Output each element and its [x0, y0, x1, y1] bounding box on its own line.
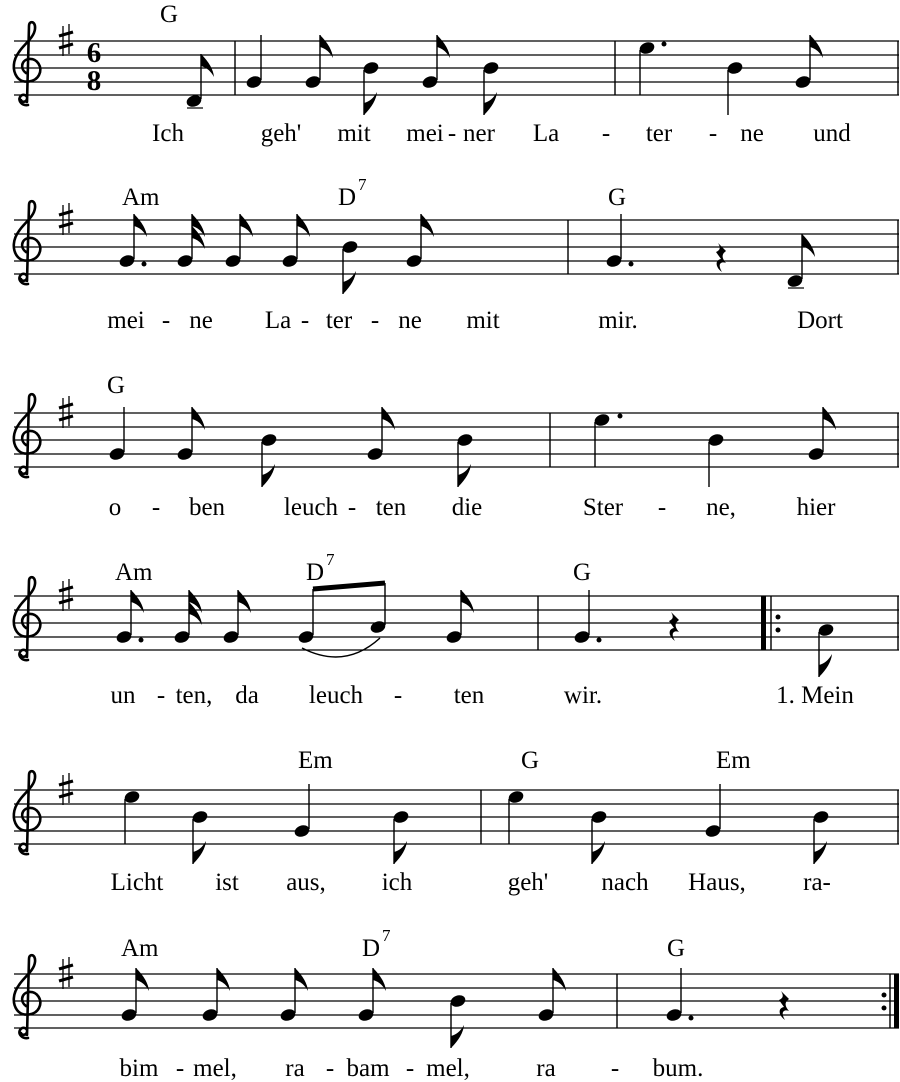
chord-symbol: Am [115, 559, 153, 586]
lyric-syllable: ne [189, 307, 213, 334]
treble-clef-icon [14, 955, 40, 1038]
lyric-syllable: mel, [193, 1055, 237, 1082]
lyrics [111, 869, 831, 896]
lyric-syllable: mel, [426, 1055, 470, 1082]
key-signature-sharp-icon [59, 773, 73, 805]
lyric-syllable: nach [601, 869, 649, 896]
lyric-syllable: leuch [308, 682, 364, 709]
lyric-syllable: ne [740, 120, 764, 147]
system-2 [14, 175, 899, 334]
lyric-syllable: wir. [563, 682, 603, 709]
lyric-hyphen: - [610, 1055, 620, 1082]
lyrics [107, 307, 843, 334]
notes [123, 784, 898, 864]
chord-extension: 7 [326, 550, 335, 569]
notes [185, 35, 898, 115]
lyric-syllable: hier [796, 494, 836, 521]
lyric-syllable: und [813, 120, 851, 147]
notes [120, 968, 899, 1048]
lyric-syllable: Licht [110, 869, 164, 896]
chord-symbol: G [608, 184, 627, 211]
notes [108, 407, 898, 487]
time-signature-bottom: 8 [86, 65, 102, 97]
chord-symbol: D [362, 935, 381, 962]
lyric-hyphen: - [657, 494, 667, 521]
lyric-syllable: ne, [706, 494, 736, 521]
chord-symbol: D [338, 184, 357, 211]
lyric-syllable: 1. Mein [776, 682, 854, 709]
lyric-syllable: ner [463, 120, 495, 147]
lyric-syllable: mir. [598, 307, 638, 334]
chord-symbol: G [107, 372, 126, 399]
lyric-hyphen: - [161, 307, 171, 334]
lyric-syllable: ten [453, 682, 485, 709]
treble-clef-icon [14, 771, 40, 854]
notes [115, 583, 898, 677]
lyric-hyphen: - [175, 1055, 185, 1082]
key-signature-sharp-icon [59, 24, 73, 56]
lyric-hyphen: - [601, 120, 611, 147]
lyric-syllable: ter [645, 120, 673, 147]
lyric-syllable: La [264, 307, 292, 334]
lyric-hyphen: - [300, 307, 310, 334]
lyric-syllable: geh' [507, 869, 549, 896]
notes [118, 214, 898, 294]
lyric-syllable: ra [536, 1055, 556, 1082]
lyric-syllable: bim [119, 1055, 159, 1082]
system-3 [14, 372, 899, 521]
lyric-hyphen: - [156, 682, 166, 709]
system-4 [14, 550, 899, 709]
chord-symbol: Em [716, 747, 751, 774]
chord-symbol: Em [298, 747, 333, 774]
lyric-syllable: mei [406, 120, 444, 147]
lyric-hyphen: - [347, 494, 357, 521]
chord-symbol: G [160, 1, 179, 28]
lyric-syllable: mit [337, 120, 371, 147]
lyrics [111, 682, 855, 709]
lyrics [120, 1055, 704, 1082]
lyric-syllable: bam [346, 1055, 390, 1082]
lyric-syllable: ist [215, 869, 239, 896]
treble-clef-icon [14, 577, 40, 660]
lyric-hyphen: - [370, 307, 380, 334]
treble-clef-icon [14, 394, 40, 477]
treble-clef-icon [14, 201, 40, 284]
lyric-hyphen: - [405, 1055, 415, 1082]
lyric-syllable: Ich [152, 120, 184, 147]
staff-lines [14, 220, 899, 274]
chord-symbol: D [306, 559, 325, 586]
lyric-syllable: ra- [803, 869, 831, 896]
system-1 [14, 1, 899, 147]
chord-extension: 7 [358, 175, 367, 194]
lyric-syllable: da [235, 682, 259, 709]
lyric-syllable: un [110, 682, 136, 709]
staff-lines [14, 41, 899, 95]
staff-lines [14, 413, 899, 467]
lyric-syllable: ten, [175, 682, 213, 709]
system-6 [14, 926, 899, 1082]
chord-extension: 7 [382, 926, 391, 945]
chord-symbol: G [573, 559, 592, 586]
lyric-hyphen: - [708, 120, 718, 147]
chord-symbol: Am [121, 935, 159, 962]
lyric-syllable: Haus, [688, 869, 746, 896]
key-signature-sharp-icon [59, 203, 73, 235]
lyrics [152, 120, 851, 147]
lyric-syllable: mit [466, 307, 500, 334]
lyric-syllable: Dort [797, 307, 843, 334]
key-signature-sharp-icon [59, 396, 73, 428]
lyric-hyphen: - [151, 494, 161, 521]
key-signature-sharp-icon [59, 957, 73, 989]
lyric-syllable: ich [381, 869, 413, 896]
time-signature-top: 6 [86, 37, 102, 69]
chord-symbol: G [667, 935, 686, 962]
lyric-syllable: La [532, 120, 560, 147]
lyric-hyphen: - [447, 120, 457, 147]
chord-symbol: G [521, 747, 540, 774]
lyric-syllable: die [451, 494, 483, 521]
lyric-syllable: geh' [260, 120, 302, 147]
quarter-rest-icon [779, 991, 789, 1020]
lyric-syllable: o [108, 494, 122, 521]
lyric-syllable: mei [107, 307, 145, 334]
lyric-syllable: ben [188, 494, 226, 521]
system-5 [14, 747, 899, 896]
lyric-hyphen: - [325, 1055, 335, 1082]
lyric-syllable: bum. [652, 1055, 704, 1082]
lyric-syllable: aus, [286, 869, 326, 896]
chord-symbol: Am [122, 184, 160, 211]
lyric-syllable: ter [325, 307, 353, 334]
lyric-syllable: leuch [283, 494, 339, 521]
treble-clef-icon [14, 22, 40, 105]
lyric-syllable: ne [398, 307, 422, 334]
lyric-syllable: Ster [582, 494, 624, 521]
lyrics [109, 494, 836, 521]
lyric-syllable: ten [375, 494, 407, 521]
key-signature-sharp-icon [59, 579, 73, 611]
lyric-syllable: ra [285, 1055, 305, 1082]
staff-lines [14, 790, 899, 844]
lyric-hyphen: - [393, 682, 403, 709]
